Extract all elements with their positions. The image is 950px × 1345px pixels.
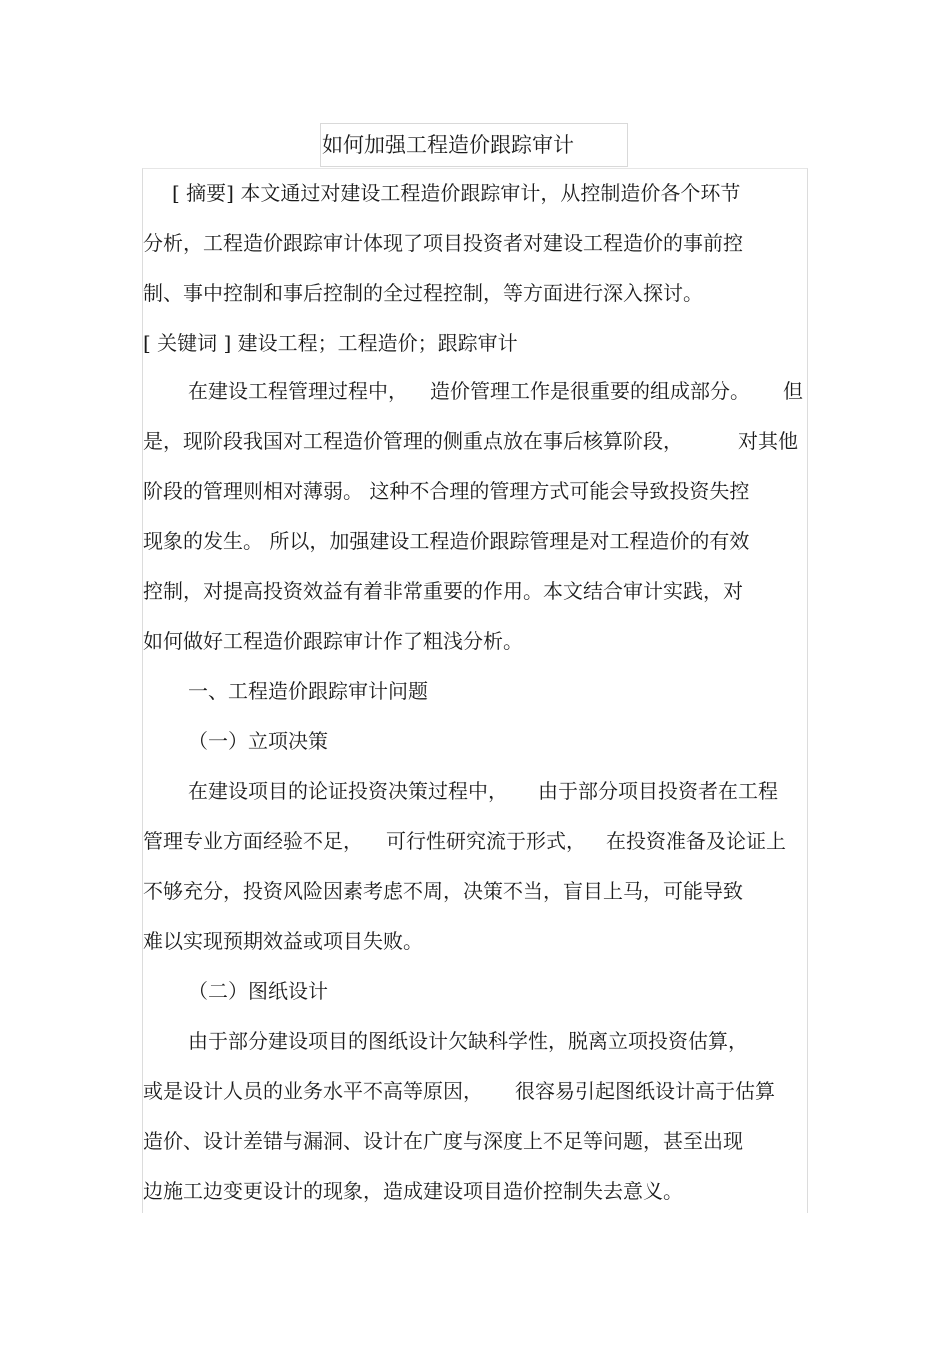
sub1-line-2-part-1: 管理专业方面经验不足， [143, 829, 363, 853]
intro-line-1-part-1: 在建设工程管理过程中， [188, 379, 408, 403]
sub1-line-1-part-2: 由于部分项目投资者在工程 [538, 779, 778, 803]
sub2-line-3: 造价、设计差错与漏洞、设计在广度与深度上不足等问题，甚至出现 [143, 1129, 743, 1153]
sub1-line-2 [0, 828, 950, 854]
subsection-2-heading: （二）图纸设计 [188, 979, 328, 1003]
intro-line-1 [0, 378, 950, 404]
sub1-line-2-part-3: 在投资准备及论证上 [606, 829, 786, 853]
intro-line-1-part-3: 但 [783, 379, 803, 403]
sub2-line-4: 边施工边变更设计的现象，造成建设项目造价控制失去意义。 [143, 1179, 683, 1203]
sub1-line-2-part-2: 可行性研究流于形式， [386, 829, 586, 853]
sub1-line-4: 难以实现预期效益或项目失败。 [143, 929, 423, 953]
sub2-line-1: 由于部分建设项目的图纸设计欠缺科学性，脱离立项投资估算， [188, 1029, 748, 1053]
intro-line-6: 如何做好工程造价跟踪审计作了粗浅分析。 [143, 629, 523, 653]
intro-line-2-part-2: 对其他 [738, 429, 798, 453]
section-1-heading: 一、工程造价跟踪审计问题 [188, 679, 428, 703]
sub1-line-1 [0, 778, 950, 804]
intro-line-2-part-1: 是，现阶段我国对工程造价管理的侧重点放在事后核算阶段， [143, 429, 683, 453]
sub1-line-3: 不够充分，投资风险因素考虑不周，决策不当，盲目上马，可能导致 [143, 879, 743, 903]
intro-line-4: 现象的发生。 所以，加强建设工程造价跟踪管理是对工程造价的有效 [143, 529, 750, 553]
subsection-1-heading: （一）立项决策 [188, 729, 328, 753]
abstract-line-2: 分析，工程造价跟踪审计体现了项目投资者对建设工程造价的事前控 [143, 231, 743, 255]
document-title: 如何加强工程造价跟踪审计 [322, 133, 574, 157]
intro-line-2 [0, 428, 950, 454]
keywords-line: [ 关键词 ] 建设工程；工程造价；跟踪审计 [143, 331, 518, 355]
sub2-line-2 [0, 1078, 950, 1104]
intro-line-1-part-2: 造价管理工作是很重要的组成部分。 [430, 379, 750, 403]
intro-line-5: 控制，对提高投资效益有着非常重要的作用。本文结合审计实践，对 [143, 579, 743, 603]
sub2-line-2-part-1: 或是设计人员的业务水平不高等原因， [143, 1079, 483, 1103]
abstract-line-1: [ 摘要] 本文通过对建设工程造价跟踪审计，从控制造价各个环节 [172, 181, 741, 205]
sub1-line-1-part-1: 在建设项目的论证投资决策过程中， [188, 779, 508, 803]
abstract-line-3: 制、事中控制和事后控制的全过程控制，等方面进行深入探讨。 [143, 281, 703, 305]
intro-line-3: 阶段的管理则相对薄弱。 这种不合理的管理方式可能会导致投资失控 [143, 479, 750, 503]
sub2-line-2-part-2: 很容易引起图纸设计高于估算 [515, 1079, 775, 1103]
